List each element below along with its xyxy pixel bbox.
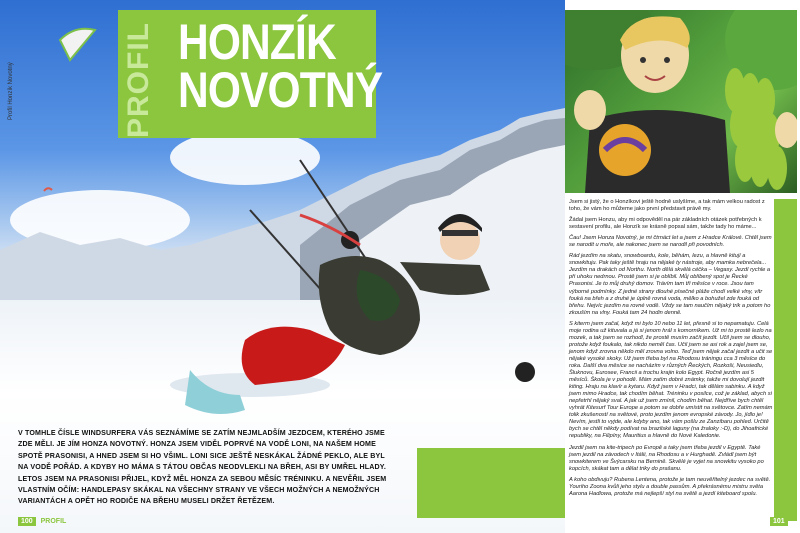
body-paragraph: S kiterm jsem začal, když mi bylo 10 nebo 11 let, přesně si to nepamatuju. Celá moje rodina už kituvala a já si jenom hrál s komorníkem. Už mi to prostě lezlo na mozek, a tak jsem se rozhodl, že prostě musím začít jezdit. Učil jsem se dlouho, protože když foukalo, tak nikdo neměl čas. Učil jsem se asi rok a zajel jsem se, jenom když zrovna někdo měl zrovna volno. Teď jsem nějak začal jezdit a učit se nějaké vysoké skoky. Už jsem třeba byl na Rhodosu tráningu cca 3 měsíce do roka. Další dva měsíce se nacházím v různých Řeckých, Rozkoši, Neusiedlu, Šluknovu, Eurosee, Francii a trochu krajin kolo Egypt. Ročně jezdím asi 5 měsíců. Škola je v pohodě. Mám zatím dobré známky, takže mi dovolují jezdit kiting. Hraju na klavír a kytaru. Když jsem v Hradci, tak dělám sabinku. A když jsem mimo Hradce, tak chodím běhat. Tréninku v posilce, což je základ, abych si nepřetrhl nějaký sval. A jak už jsem zmínil, chodím běhat. Nejdříve bych chtěl vyhrát Kitesurf Tour Europe a potom se dobře umístit na světovce. Zatím nemám tolik zkušeností na světové, proto jezdím jenom evropské závody. Jo, jídlo je! Nevím, jestli to vyjde, ale kdyby ano, tak vám pošlu ze Zanzibaru pohled. Určitě bych se chtěl někdy podívat na brazilské laguny (na žraloky :-D), do Jihoafrické republiky, na Filipíny, Mauritius a hlavně do Nové Kaledonie. <box>569 320 773 440</box>
spine-text: Profil Honzík Novotný <box>8 62 14 120</box>
left-folio <box>18 517 66 526</box>
page-title-text: HONZÍK NOVOTNÝ <box>178 14 383 118</box>
body-paragraph: Jsem si jistý, že o Honzíkovi ještě hodně uslyšíme, a tak mám velkou radost z toho, že vám ho můžeme jako první představit právě my. <box>569 199 765 213</box>
page-number: 100 <box>18 517 36 526</box>
folio-label: PROFIL <box>40 518 67 525</box>
page-number: 101 <box>770 517 788 526</box>
intro-text: V TOMHLE ČÍSLE WINDSURFERA VÁS SEZNÁMÍME SE ZATÍM NEJMLADŠÍM JEZDCEM, KTERÉHO JSME ZDE MĚLI. JE JÍM HONZA NOVOTNÝ. HONZA JSEM VIDĚL POPRVÉ NA VODĚ LONI, NA NAŠEM HOME SPOTĚ PRASONISI, A HNED JSEM SI HO VŠIML. LONI SICE JEŠTĚ NESKÁKAL ŽÁDNÉ PEKLO, ALE BYL NA VODĚ POŘÁD. A KDYBY HO MÁMA S TÁTOU OBČAS NEODVLEKLI NA BŘEH, ASI BY UMŘEL HLADY. LETOS JSEM NA PRASONISI PŘIJEL, KDYŽ MĚL HONZA ZA SEBOU MĚSÍC TRÉNINKU. A NEVĚŘIL JSEM VLASTNÍM OČÍM: HANDLEPASY SKÁKAL NA VŠECHNY STRANY VE VŠECH MOŽNÝCH A NEMOŽNÝCH VARIANTÁCH A OPĚT HO RODIČE NA BŘEHU MUSELI DRŽET ŘETĚZEM. <box>18 429 387 506</box>
green-accent-block <box>417 448 565 518</box>
green-accent-bar <box>774 199 797 521</box>
page-title <box>178 14 383 118</box>
body-paragraph: Rád jezdím na skatu, snowboardu, kole, běhám, lezu, a hlavně kitují a snowkituju. Pak taky ještě hraju na nějaké ty nástroje, aby mamka nebrečela... Jezdím na drakách od Northu. North dělá skvělá céčka – Vegasy. Jezdí rychle a při uhoku nedrnou. Prostě jsem si je oblíbil. Můj oblíbený spot je Řecké Prasonisi. Je to můj druhý domov. Trávím tam tři měsíce v roce. Jsou tam výborné podmínky. Z jedné strany dlouhé písečné pláže chodí velké vlny, vítr fouká na břeh a z druhé je úplně rovná voda, mělko a bohužel zde fouká od břehu. Nejvíc jezdím na rovné vodě. Vždy se tam naučím nějaký trik a potom ho zkouším na vlny. Fouká tam 24 hodin denně. <box>569 253 771 316</box>
portrait-photo <box>565 10 797 193</box>
article-body <box>569 199 773 502</box>
section-label: PROFIL <box>122 22 155 138</box>
body-paragraph: Žádal jsem Honzu, aby mi odpověděl na pár základních otázek potřebných k sestavení profilu, ale Honzík se krásně popsal sám, takže tady ho máme... <box>569 217 762 231</box>
right-folio <box>770 517 788 526</box>
body-paragraph: Čau! Jsem Honza Novotný, je mi čtrnáct let a jsem z Hradce Králové. Chtěl jsem se narodit u moře, ale nakonec jsem se narodil při povodních. <box>569 235 772 249</box>
body-paragraph: A koho obdivuju? Rubena Lentena, protože je tam neuvěřitelný jezdec na světě. Youriho Zoona kvůli jeho stylu a double passům. A překrásnému mistru světa Aarona Hadlowa, protože má nejlepší styl na světě a jezdí kiteboard spolu. <box>569 476 771 497</box>
body-paragraph: Jezdil jsem na kite-tripech po Evropě a taky jsem třeba jezdil v Egyptě. Také jsem jezdil na závodech v Itálii, na Rhodosu a v Hurghadě. Zvládl jsem být snowkiterem ve Švýcarsku na Bernině. Skvělé je vyjet na snowkitu vysoko po kopcích, skákat tam a dělat triky do prašanu. <box>569 444 764 472</box>
boy-with-bananas-illustration <box>565 10 797 193</box>
